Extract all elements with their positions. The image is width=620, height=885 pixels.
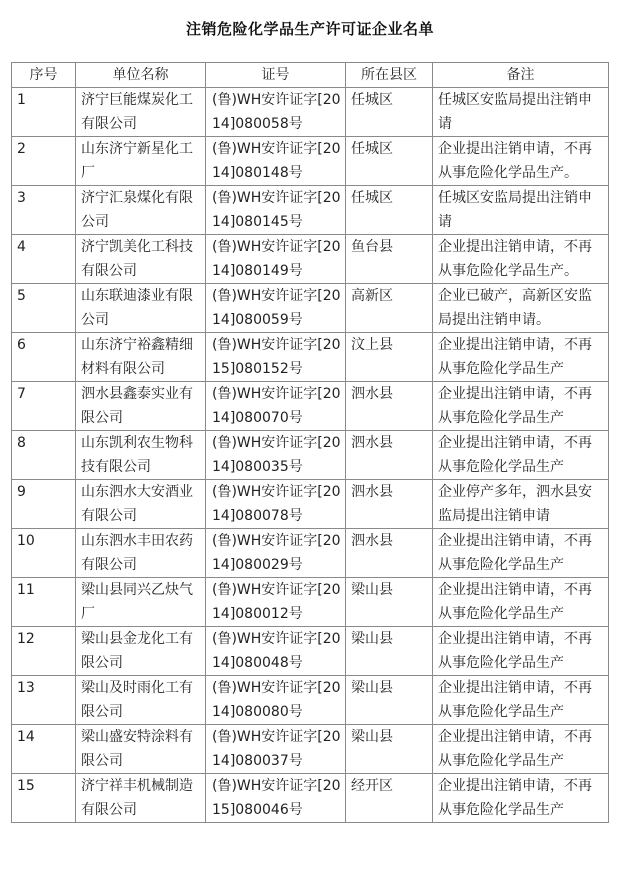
header-note: 备注 (433, 63, 609, 88)
cell-cert: (鲁)WH安许证字[2014]080145号 (206, 186, 346, 235)
table-row (12, 676, 609, 725)
cell-seq: 12 (12, 627, 76, 676)
table-row (12, 774, 609, 823)
cell-seq: 15 (12, 774, 76, 823)
cell-county: 经开区 (346, 774, 433, 823)
cell-note: 企业提出注销申请，不再从事危险化学品生产 (433, 333, 609, 382)
cell-unit: 济宁巨能煤炭化工有限公司 (76, 88, 206, 137)
cell-seq: 7 (12, 382, 76, 431)
table-row (12, 333, 609, 382)
table-row (12, 88, 609, 137)
cell-cert: (鲁)WH安许证字[2014]080035号 (206, 431, 346, 480)
cell-unit: 济宁汇泉煤化有限公司 (76, 186, 206, 235)
cell-county: 梁山县 (346, 725, 433, 774)
table-row (12, 431, 609, 480)
cell-county: 泗水县 (346, 529, 433, 578)
cell-note: 任城区安监局提出注销申请 (433, 186, 609, 235)
cell-seq: 9 (12, 480, 76, 529)
cell-cert: (鲁)WH安许证字[2015]080046号 (206, 774, 346, 823)
cell-seq: 5 (12, 284, 76, 333)
cell-unit: 山东凯利农生物科技有限公司 (76, 431, 206, 480)
header-unit: 单位名称 (76, 63, 206, 88)
cell-note: 企业提出注销申请，不再从事危险化学品生产 (433, 578, 609, 627)
cell-county: 任城区 (346, 186, 433, 235)
cell-note: 企业已破产，高新区安监局提出注销申请。 (433, 284, 609, 333)
cell-county: 梁山县 (346, 578, 433, 627)
cell-cert: (鲁)WH安许证字[2014]080029号 (206, 529, 346, 578)
cell-cert: (鲁)WH安许证字[2014]080059号 (206, 284, 346, 333)
cell-seq: 10 (12, 529, 76, 578)
cell-unit: 山东济宁新星化工厂 (76, 137, 206, 186)
cell-note: 企业提出注销申请，不再从事危险化学品生产。 (433, 235, 609, 284)
cell-seq: 13 (12, 676, 76, 725)
cell-unit: 山东济宁裕鑫精细材料有限公司 (76, 333, 206, 382)
cell-cert: (鲁)WH安许证字[2014]080048号 (206, 627, 346, 676)
cell-note: 企业提出注销申请，不再从事危险化学品生产 (433, 627, 609, 676)
cell-seq: 2 (12, 137, 76, 186)
table-row (12, 137, 609, 186)
table-row (12, 284, 609, 333)
cell-county: 任城区 (346, 137, 433, 186)
cell-unit: 梁山及时雨化工有限公司 (76, 676, 206, 725)
cell-cert: (鲁)WH安许证字[2015]080152号 (206, 333, 346, 382)
cell-unit: 山东泗水大安酒业有限公司 (76, 480, 206, 529)
cell-unit: 山东泗水丰田农药有限公司 (76, 529, 206, 578)
header-county: 所在县区 (346, 63, 433, 88)
cell-cert: (鲁)WH安许证字[2014]080058号 (206, 88, 346, 137)
cell-note: 企业停产多年，泗水县安监局提出注销申请 (433, 480, 609, 529)
header-cert: 证号 (206, 63, 346, 88)
cell-county: 泗水县 (346, 431, 433, 480)
cell-county: 任城区 (346, 88, 433, 137)
cell-cert: (鲁)WH安许证字[2014]080078号 (206, 480, 346, 529)
table-row (12, 235, 609, 284)
table-row (12, 382, 609, 431)
cell-county: 高新区 (346, 284, 433, 333)
table-row (12, 480, 609, 529)
page-title: 注销危险化学品生产许可证企业名单 (185, 20, 434, 38)
cell-county: 梁山县 (346, 627, 433, 676)
cell-seq: 11 (12, 578, 76, 627)
company-table (11, 62, 609, 823)
cell-note: 任城区安监局提出注销申请 (433, 88, 609, 137)
cell-seq: 8 (12, 431, 76, 480)
table-row (12, 578, 609, 627)
cell-cert: (鲁)WH安许证字[2014]080037号 (206, 725, 346, 774)
cell-county: 泗水县 (346, 382, 433, 431)
cell-unit: 泗水县鑫泰实业有限公司 (76, 382, 206, 431)
table-header-row (12, 63, 609, 88)
table-row (12, 725, 609, 774)
table-row (12, 186, 609, 235)
cell-county: 汶上县 (346, 333, 433, 382)
cell-unit: 梁山盛安特涂料有限公司 (76, 725, 206, 774)
cell-seq: 6 (12, 333, 76, 382)
cell-cert: (鲁)WH安许证字[2014]080080号 (206, 676, 346, 725)
cell-cert: (鲁)WH安许证字[2014]080070号 (206, 382, 346, 431)
cell-note: 企业提出注销申请，不再从事危险化学品生产 (433, 382, 609, 431)
cell-seq: 3 (12, 186, 76, 235)
table-row (12, 627, 609, 676)
cell-unit: 梁山县金龙化工有限公司 (76, 627, 206, 676)
cell-note: 企业提出注销申请，不再从事危险化学品生产 (433, 529, 609, 578)
cell-note: 企业提出注销申请，不再从事危险化学品生产 (433, 725, 609, 774)
cell-note: 企业提出注销申请，不再从事危险化学品生产 (433, 431, 609, 480)
cell-county: 泗水县 (346, 480, 433, 529)
cell-note: 企业提出注销申请，不再从事危险化学品生产。 (433, 137, 609, 186)
cell-unit: 山东联迪漆业有限公司 (76, 284, 206, 333)
table-row (12, 529, 609, 578)
header-seq: 序号 (12, 63, 76, 88)
cell-seq: 1 (12, 88, 76, 137)
cell-county: 梁山县 (346, 676, 433, 725)
cell-unit: 梁山县同兴乙炔气厂 (76, 578, 206, 627)
cell-unit: 济宁凯美化工科技有限公司 (76, 235, 206, 284)
cell-county: 鱼台县 (346, 235, 433, 284)
cell-cert: (鲁)WH安许证字[2014]080012号 (206, 578, 346, 627)
cell-note: 企业提出注销申请，不再从事危险化学品生产 (433, 774, 609, 823)
cell-seq: 4 (12, 235, 76, 284)
cell-cert: (鲁)WH安许证字[2014]080149号 (206, 235, 346, 284)
cell-unit: 济宁祥丰机械制造有限公司 (76, 774, 206, 823)
table-body (12, 88, 609, 823)
cell-seq: 14 (12, 725, 76, 774)
cell-note: 企业提出注销申请，不再从事危险化学品生产 (433, 676, 609, 725)
cell-cert: (鲁)WH安许证字[2014]080148号 (206, 137, 346, 186)
